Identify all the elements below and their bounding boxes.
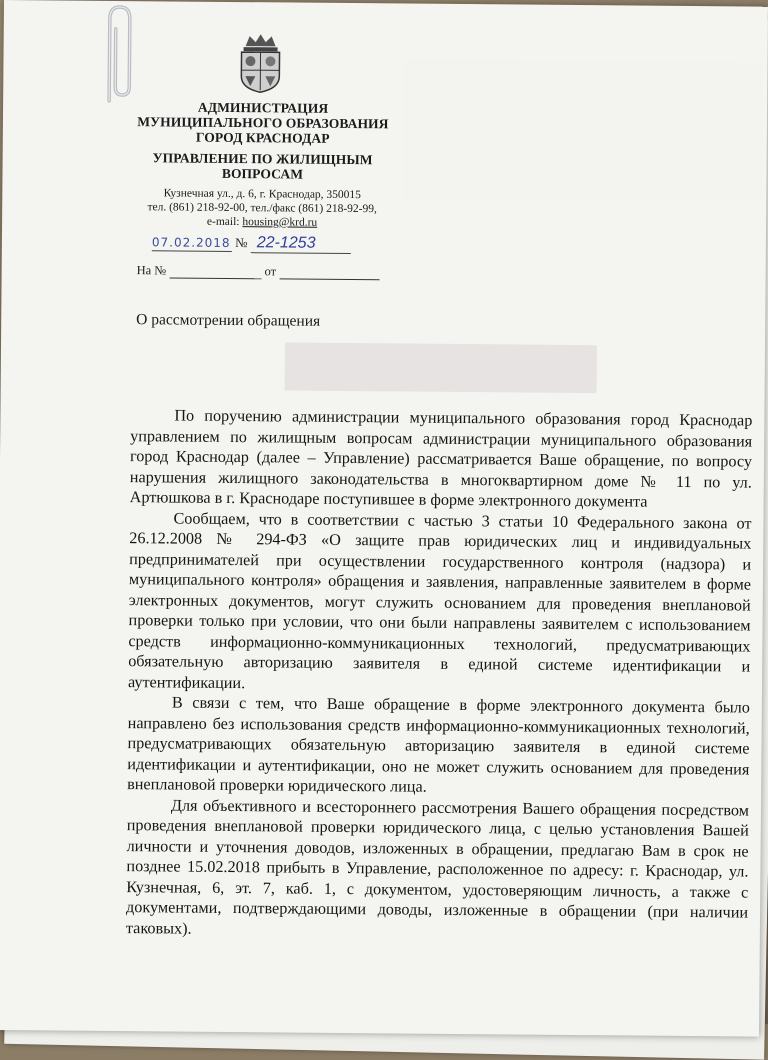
paragraph: В связи с тем, что Ваше обращение в форме электронного документа было направлено без использования средств информационно-коммуникационных технологий, предусматривающих обязательную авторизацию заявителя в единой системе идентификации и аутентификации, оно не может служить основанием для проведения внеплановой проверки юридического лица. <box>127 692 750 800</box>
subject-title: О рассмотрении обращения <box>136 311 320 331</box>
letterhead <box>122 99 403 230</box>
dept-line: ВОПРОСАМ <box>122 165 402 182</box>
email-line <box>122 214 402 230</box>
redacted-addressee <box>285 342 597 393</box>
paragraph: Для объективного и всестороннего рассмотрения Вашего обращения посредством проведения внеплановой проверки юридического лица, с целью установления Вашей личности и уточнения доводов, изложенных в обращении, предлагаю Вам в срок не позднее 15.02.2018 прибыть в Управление, расположенное по адресу: г. Краснодар, ул. Кузнечная, 6, эт. 7, каб. 1, с документом, удостоверяющим личность, а также с документами, подтверждающими доводы, изложенные в обращении (при наличии таковых). <box>126 795 749 944</box>
num-field <box>251 234 351 254</box>
paperclip-icon <box>95 1 142 107</box>
address: Кузнечная ул., д. 6, г. Краснодар, 350015 <box>122 186 402 202</box>
ref-number-blank <box>169 277 261 279</box>
date-field <box>152 234 232 252</box>
dept-line: УПРАВЛЕНИЕ ПО ЖИЛИЩНЫМ <box>123 150 403 167</box>
ref-date-blank <box>279 278 379 280</box>
address-block <box>122 186 402 230</box>
coat-of-arms-icon <box>235 32 286 94</box>
na-label: На № <box>137 263 167 277</box>
num-label: № <box>235 235 248 250</box>
phone: тел. (861) 218-92-00, тел./факс (861) 218-92-99, <box>122 200 402 216</box>
org-line: АДМИНИСТРАЦИЯ <box>123 99 403 116</box>
org-line: МУНИЦИПАЛЬНОГО ОБРАЗОВАНИЯ <box>123 114 403 131</box>
ot-label: от <box>264 264 276 278</box>
registration-line <box>152 233 392 254</box>
registration-number: 22-1253 <box>257 234 316 252</box>
org-line: ГОРОД КРАСНОДАР <box>123 129 403 146</box>
redacted-recipient-block <box>402 58 763 201</box>
email-label: e-mail: <box>207 216 240 228</box>
letter-body <box>126 405 753 943</box>
registration-date: 07.02.2018 <box>152 235 231 250</box>
reference-line <box>137 263 380 280</box>
email-link[interactable]: housing@krd.ru <box>242 216 317 229</box>
paragraph: По поручению администрации муниципального образования город Краснодар управлением по жилищным вопросам администрации муниципального образования город Краснодар (далее – Управление) рассматривается Ваше обращение, по вопросу нарушения жилищного законодательства в многоквартирном доме № 11 по ул. Артюшкова в г. Краснодаре поступившее в форме электронного документа <box>130 405 753 513</box>
paragraph: Сообщаем, что в соответствии с частью 3 статьи 10 Федерального закона от 26.12.2008 № 294-ФЗ «О защите прав юридических лиц и индивидуальных предпринимателей при осуществлении государственного контроля (надзора) и муниципального контроля» обращения и заявления, направленные заявителем в форме электронных документов, могут служить основанием для проведения внеплановой проверки только при условии, что они были направлены заявителем с использованием средств информационно-коммуникационных технологий, предусматривающих обязательную авторизацию заявителя в единой системе идентификации и аутентификации. <box>128 508 752 698</box>
